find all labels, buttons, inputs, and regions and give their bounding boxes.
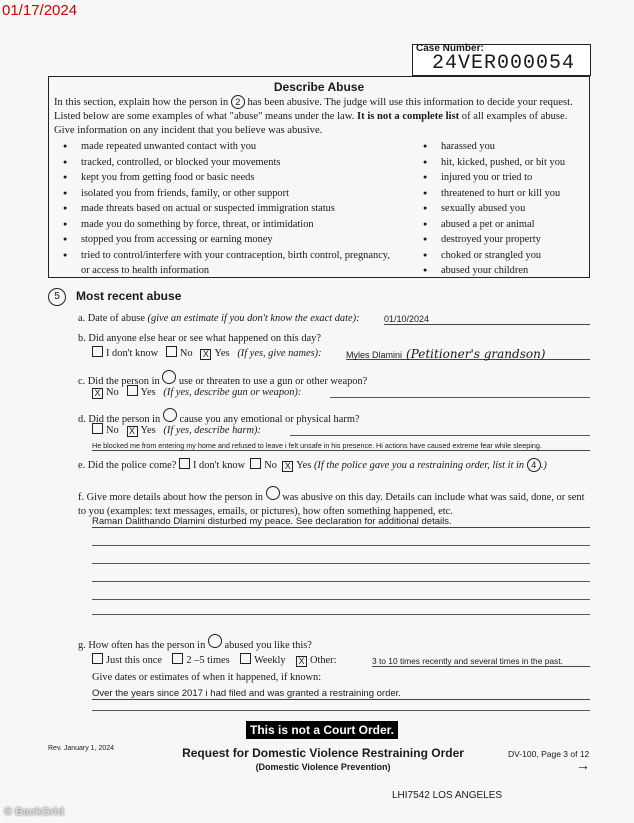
list-item: ● abused a pet or animal [419,217,584,233]
question-c-label: c. Did the person in [78,376,160,387]
question-b-options [92,346,322,360]
checkbox-yes[interactable] [127,385,138,396]
other-frequency-field[interactable]: 3 to 10 times recently and several times in the past. [372,656,590,667]
list-item: ● made threats based on actual or suspected immigration status [59,201,399,217]
item-2-circle: 2 [231,95,245,109]
checkbox-no[interactable] [166,346,177,357]
question-g [78,634,312,651]
item-4-circle: 4 [527,458,541,472]
option-label: No [106,387,119,398]
question-c-options [92,385,301,399]
details-line[interactable] [92,599,590,600]
intro-text-3: of all examples of abuse. Give information on any incident that you believe was abusive. [54,111,568,136]
checkbox-weekly[interactable] [240,653,251,664]
list-item: ● stopped you from accessing or earning money [59,232,399,248]
question-e-hint: (If the police gave you a restraining order, list it in [313,460,525,471]
question-b-label: b. Did anyone else hear or see what happened on this day? [78,333,321,344]
option-label: Other: [309,655,337,666]
handwritten-note: (Petitioner's grandson) [406,347,546,361]
list-item: ● destroyed your property [419,232,584,248]
checkbox-dont-know[interactable] [179,458,190,469]
abuse-examples-right [419,139,584,279]
dates-line[interactable] [92,710,590,711]
question-d-label-2: cause you any emotional or physical harm? [179,414,360,425]
details-line[interactable] [92,581,590,582]
question-e-hint-end: .) [540,460,547,471]
item-2-circle [162,370,176,384]
question-c-hint: (If yes, describe gun or weapon): [163,387,302,398]
section-5-title: Most recent abuse [76,289,182,303]
list-item: ● sexually abused you [419,201,584,217]
question-e [78,458,547,472]
image-reference: LHI7542 LOS ANGELES [392,790,503,801]
option-label: 2 –5 times [186,655,230,666]
list-item: ● abused your children [419,263,584,279]
next-page-arrow-icon: → [576,759,590,774]
list-item: ● hit, kicked, pushed, or bit you [419,155,584,171]
dates-field[interactable]: Over the years since 2017 i had filed and was granted a restraining order. [92,688,590,700]
case-number-label: Case Number: [416,43,484,54]
option-label: Yes [296,460,312,471]
question-a-hint: (give an estimate if you don't know the exact date): [147,313,360,324]
option-label: Weekly [254,655,286,666]
revision-date: Rev. January 1, 2024 [48,745,115,752]
intro-bold: It is not a complete list [357,111,460,122]
question-f-label: f. Give more details about how the person in [78,492,263,503]
date-of-abuse-field[interactable]: 01/10/2024 [384,314,590,325]
question-f [78,486,590,519]
checkbox-no[interactable] [92,423,103,434]
details-field[interactable]: Raman Dalithando Dlamini disturbed my peace. See declaration for additional details. [92,516,590,528]
option-label: I don't know [193,460,246,471]
dates-label: Give dates or estimates of when it happened, if known: [92,672,322,683]
list-item: ● made you do something by force, threat, or intimidation [59,217,399,233]
witness-names-field[interactable] [346,345,590,360]
question-d-options [92,423,261,437]
describe-abuse-intro [54,95,586,138]
describe-abuse-box [48,76,590,278]
list-item: ● tracked, controlled, or blocked your movements [59,155,399,171]
question-f-label-2: was abusive on this day. Details can include what was said, done, or sent to you (examples: text messages, emails, or pictures), how often something happened, etc. [78,492,585,517]
intro-text-2: has been abusive. The judge will use this information to decide your request. Listed below are some examples of what "abuse" means under the law. [54,97,573,122]
list-item: ● injured you or tried to [419,170,584,186]
option-label: I don't know [106,348,159,359]
question-d-label: d. Did the person in [78,414,161,425]
checkbox-once[interactable] [92,653,103,664]
list-item: ● isolated you from friends, family, or other support [59,186,399,202]
date-stamp: 01/17/2024 [2,2,78,19]
weapon-field[interactable] [330,397,590,398]
list-item: ● choked or strangled you [419,248,584,264]
question-g-options [92,653,337,667]
question-e-label: e. Did the police come? [78,460,177,471]
checkbox-dont-know[interactable] [92,346,103,357]
abuse-examples-left [59,139,399,279]
form-title: Request for Domestic Violence Restraining Order [182,746,464,760]
list-item: ● kept you from getting food or basic needs [59,170,399,186]
checkbox-yes[interactable]: X [200,349,211,360]
checkbox-2-5-times[interactable] [172,653,183,664]
checkbox-other[interactable]: X [296,656,307,667]
option-label: No [264,460,277,471]
option-label: Yes [140,425,156,436]
item-2-circle [266,486,280,500]
option-label: Yes [140,387,156,398]
describe-abuse-title: Describe Abuse [273,80,365,94]
question-g-label-2: abused you like this? [224,640,312,651]
question-g-label: g. How often has the person in [78,640,206,651]
question-c-label-2: use or threaten to use a gun or other weapon? [178,376,368,387]
details-line[interactable] [92,563,590,564]
option-label: No [179,348,193,359]
question-b-hint: (If yes, give names): [237,348,322,359]
details-line[interactable] [92,614,590,615]
option-label: Just this once [106,655,162,666]
list-item: ● harassed you [419,139,584,155]
harm-rule [290,435,590,436]
list-item: ● threatened to hurt or kill you [419,186,584,202]
form-page-number: DV-100, Page 3 of 12 [508,749,590,759]
witness-name: Myles Dlamini [346,350,403,360]
intro-text: In this section, explain how the person in [54,97,229,108]
checkbox-yes[interactable]: X [127,426,138,437]
checkbox-no[interactable] [250,458,261,469]
list-item: ● made repeated unwanted contact with you [59,139,399,155]
question-d-hint: (If yes, describe harm): [163,425,261,436]
not-court-order-notice: This is not a Court Order. [246,721,398,739]
details-line[interactable] [92,545,590,546]
checkbox-yes[interactable]: X [282,461,293,472]
option-label: Yes [214,348,230,359]
section-5-number: 5 [48,288,66,306]
item-2-circle [208,634,222,648]
checkbox-no[interactable]: X [92,388,103,399]
option-label: No [106,425,119,436]
item-2-circle [163,408,177,422]
harm-description-field[interactable]: He blocked me from entering my home and refused to leave i felt unsafe in his presence. Hi actions have caused extreme fear while sleeping. [92,441,590,451]
list-item: ● tried to control/interfere with your contraception, birth control, pregnancy, or access to health information [59,248,399,279]
case-number-value: 24VER000054 [432,52,576,75]
photo-credit: © BackGrid [4,806,65,818]
question-a [78,313,360,324]
form-subtitle: (Domestic Violence Prevention) [255,762,391,772]
question-a-label: a. Date of abuse [78,313,145,324]
